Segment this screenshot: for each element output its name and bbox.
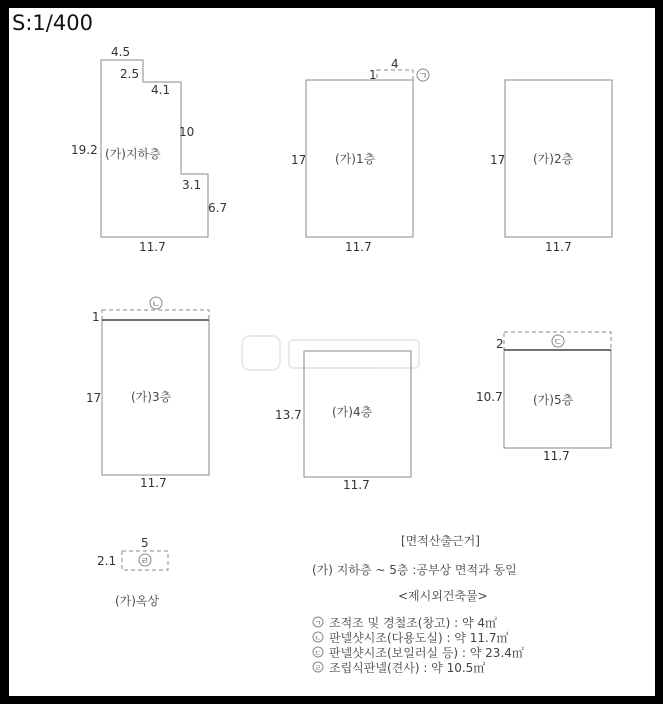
- floor-1-bottom-dim: 11.7: [345, 240, 372, 254]
- excluded-item-4-text: 조립식판넬(견사) : 약 10.5㎡: [329, 661, 486, 675]
- floor-3-annex-mark: ㄴ: [151, 300, 161, 310]
- basement-dim-bottom: 11.7: [139, 240, 166, 254]
- floor-1-annex-height: 1: [369, 68, 377, 82]
- basement-dim-step3: 3.1: [182, 178, 202, 192]
- basement-dim-left: 19.2: [71, 143, 98, 157]
- excluded-item-3-text: 판넬샷시조(보일러실 등) : 약 23.4㎡: [329, 646, 524, 660]
- watermark-logo-icon: [242, 336, 280, 370]
- excluded-item-1-mark: ㄱ: [314, 619, 322, 627]
- excluded-item-1-text: 조적조 및 경철조(창고) : 약 4㎡: [329, 616, 498, 630]
- floor-2-plan: [490, 80, 612, 254]
- watermark-text-block: [289, 340, 419, 368]
- basement-dim-step2: 4.1: [151, 83, 171, 97]
- watermark: [242, 336, 419, 370]
- floor-5-plan: [476, 332, 611, 463]
- floor-1-annex-mark: ㄱ: [418, 72, 428, 82]
- floor-1-annex-width: 4: [391, 57, 399, 71]
- excluded-buildings-title: <제시외건축물>: [398, 589, 488, 603]
- basement-dim-right: 6.7: [208, 201, 228, 215]
- floor-3-label: (가)3층: [131, 390, 172, 404]
- excluded-item-1: [313, 615, 497, 630]
- roof-height-dim: 2.1: [97, 554, 117, 568]
- floor-5-side-dim: 10.7: [476, 390, 503, 404]
- floor-5-bottom-dim: 11.7: [543, 449, 570, 463]
- basement-dim-top: 4.5: [111, 45, 131, 59]
- area-basis-title: [면적산출근거]: [401, 534, 480, 548]
- basement-dim-step1: 2.5: [120, 67, 140, 81]
- roof-plan: [97, 536, 168, 608]
- floor-4-plan: [275, 351, 411, 492]
- floor-1-plan: [291, 57, 429, 254]
- floor-plan-drawing: [9, 8, 655, 696]
- basement-label: (가)지하층: [105, 147, 161, 161]
- floor-3-side-dim: 17: [86, 391, 102, 405]
- floor-5-annex-height: 2: [496, 337, 504, 351]
- excluded-item-4: [313, 660, 485, 675]
- floor-5-label: (가)5층: [533, 393, 574, 407]
- area-basis-line: (가) 지하층 ~ 5층 :공부상 면적과 동일: [312, 563, 517, 577]
- floor-4-bottom-dim: 11.7: [343, 478, 370, 492]
- excluded-item-2-text: 판넬샷시조(다용도실) : 약 11.7㎡: [329, 631, 509, 645]
- floor-1-label: (가)1층: [335, 152, 376, 166]
- floor-4-side-dim: 13.7: [275, 408, 302, 422]
- floor-2-bottom-dim: 11.7: [545, 240, 572, 254]
- floor-4-label: (가)4층: [332, 405, 373, 419]
- floor-1-annex: [377, 70, 413, 80]
- roof-width-dim: 5: [141, 536, 149, 550]
- scale-label: S:1/400: [12, 11, 93, 35]
- floor-plan-sheet: [9, 8, 655, 696]
- excluded-item-2: [313, 630, 509, 645]
- floor-5-annex-mark: ㄷ: [553, 338, 563, 348]
- floor-3-bottom-dim: 11.7: [140, 476, 167, 490]
- excluded-item-2-mark: ㄴ: [314, 634, 322, 642]
- floor-2-side-dim: 17: [490, 153, 506, 167]
- excluded-item-3-mark: ㄷ: [314, 649, 322, 657]
- basement-plan: [71, 45, 227, 254]
- floor-3-annex: [102, 310, 209, 320]
- excluded-item-4-mark: ㄹ: [314, 664, 322, 672]
- floor-2-label: (가)2층: [533, 152, 574, 166]
- floor-3-annex-height: 1: [92, 310, 100, 324]
- basement-dim-inner: 10: [179, 125, 195, 139]
- roof-label: (가)옥상: [115, 594, 160, 608]
- notes-block: [312, 533, 524, 675]
- roof-annex-mark: ㄹ: [140, 557, 150, 567]
- floor-3-plan: [86, 297, 209, 490]
- floor-1-side-dim: 17: [291, 153, 307, 167]
- excluded-item-3: [313, 645, 524, 660]
